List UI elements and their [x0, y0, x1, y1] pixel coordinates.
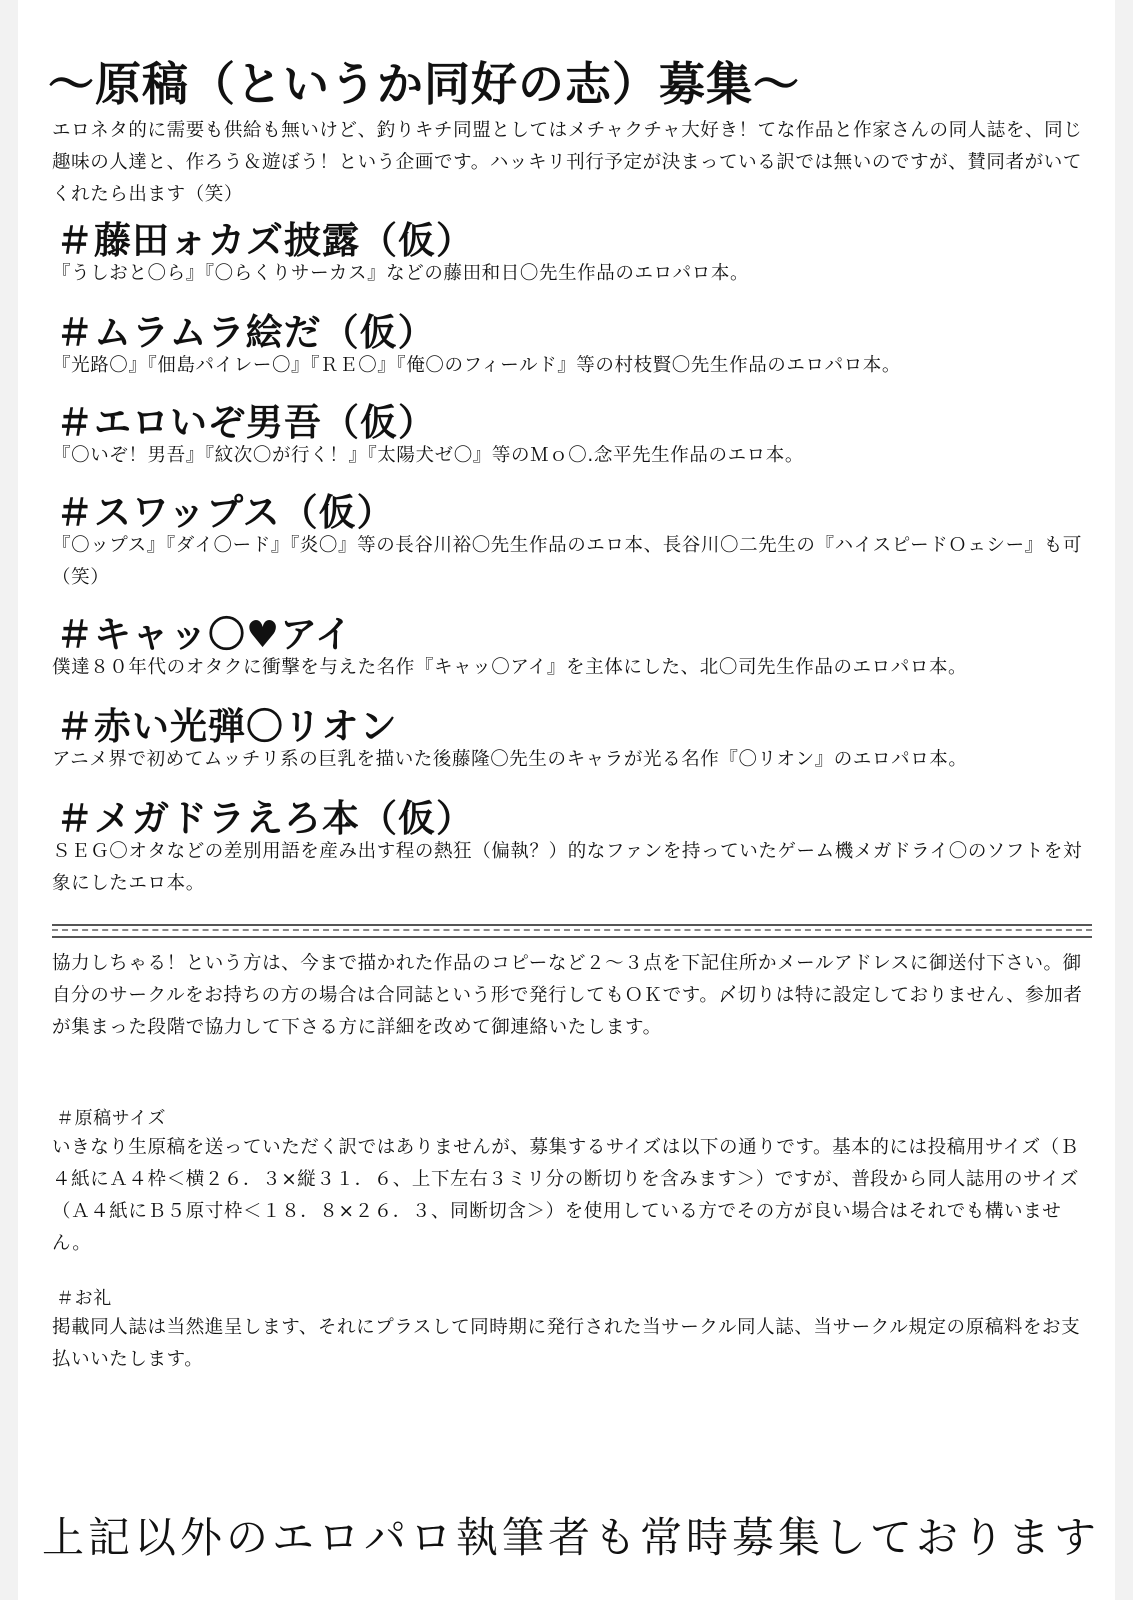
scan-edge-right: [1115, 0, 1133, 1600]
size-paragraph: いきなり生原稿を送っていただく訳ではありませんが、募集するサイズは以下の通りです。基本的には投稿用サイズ（Ｂ４紙にＡ４枠＜横２６．３×縦３１．６、上下左右３ミリ分の断切りを含みます＞）ですが、普段から同人誌用のサイズ（Ａ４紙にＢ５原寸枠＜１８．８×２６．３、同断切含＞）を使用している方でその方が良い場合はそれでも構いません。: [52, 1137, 1079, 1254]
project-desc-2: 『光路〇』『佃島パイレー〇』『ＲＥ〇』『俺〇のフィールド』等の村枝賢〇先生作品のエロパロ本。: [52, 355, 902, 376]
scan-edge-left: [0, 0, 18, 1600]
size-heading: ＃原稿サイズ: [56, 1108, 167, 1129]
project-desc-7: ＳＥＧ〇オタなどの差別用語を産み出す程の熱狂（偏執？）的なファンを持っていたゲーム機メガドライ〇のソフトを対象にしたエロ本。: [52, 841, 1083, 894]
thanks-paragraph: 掲載同人誌は当然進呈します、それにプラスして同時期に発行された当サークル同人誌、当サークル規定の原稿料をお支払いいたします。: [52, 1317, 1081, 1370]
project-heading-2: ＃ムラムラ絵だ（仮）: [56, 311, 436, 354]
page-title: ～原稿（というか同好の志）募集～: [48, 57, 800, 111]
project-desc-4: 『〇ップス』『ダイ〇ード』『炎〇』等の長谷川裕〇先生作品のエロ本、長谷川〇二先生の『ハイスピードＯェシー』も可（笑）: [52, 535, 1082, 588]
thanks-heading: ＃お礼: [56, 1288, 112, 1309]
project-desc-5: 僕達８０年代のオタクに衝撃を与えた名作『キャッ〇アイ』を主体にした、北〇司先生作品のエロパロ本。: [52, 657, 968, 678]
cooperation-paragraph: 協力しちゃる！という方は、今まで描かれた作品のコピーなど２～３点を下記住所かメールアドレスに御送付下さい。御自分のサークルをお持ちの方の場合は合同誌という形で発行してもＯＫです。〆切りは特に設定しておりません、参加者が集まった段階で協力して下さる方に詳細を改めて御連絡いたします。: [52, 953, 1083, 1038]
project-heading-1: ＃藤田ォカズ披露（仮）: [56, 219, 474, 262]
section-divider: [52, 924, 1092, 938]
project-heading-6: ＃赤い光弾〇リオン: [56, 705, 398, 748]
project-heading-5: ＃キャッ〇♥アイ: [56, 613, 353, 656]
project-heading-7: ＃メガドラえろ本（仮）: [56, 797, 474, 840]
project-desc-6: アニメ界で初めてムッチリ系の巨乳を描いた後藤隆〇先生のキャラが光る名作『〇リオン』のエロパロ本。: [52, 749, 968, 770]
document-page: [18, 18, 1115, 1584]
project-heading-4: ＃スワップス（仮）: [56, 491, 395, 534]
intro-paragraph: エロネタ的に需要も供給も無いけど、釣りキチ同盟としてはメチャクチャ大好き！てな作品と作家さんの同人誌を、同じ趣味の人達と、作ろう＆遊ぼう！という企画です。ハッキリ刊行予定が決まっている訳では無いのですが、賛同者がいてくれたら出ます（笑）: [52, 120, 1083, 205]
project-desc-1: 『うしおと〇ら』『〇らくりサーカス』などの藤田和日〇先生作品のエロパロ本。: [52, 263, 750, 284]
project-desc-3: 『〇いぞ！男吾』『紋次〇が行く！』『太陽犬ゼ〇』等のＭｏ〇.念平先生作品のエロ本。: [52, 445, 804, 466]
project-heading-3: ＃エロいぞ男吾（仮）: [56, 401, 436, 444]
footer-notice: 上記以外のエロパロ執筆者も常時募集しております: [42, 1513, 1101, 1562]
